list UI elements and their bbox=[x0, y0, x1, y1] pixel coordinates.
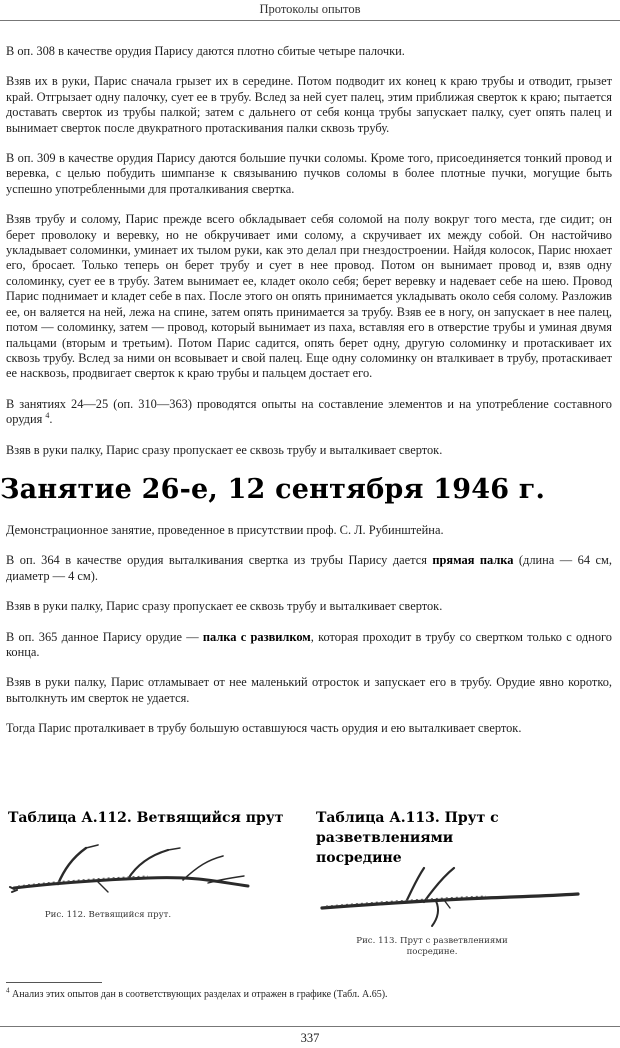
page-body bbox=[0, 44, 612, 751]
paragraph-exp-308: В оп. 308 в качестве орудия Парису даются плотно сбитые четыре палочки. bbox=[6, 44, 405, 58]
footnote-rule bbox=[6, 982, 102, 983]
sessions-text: В занятиях 24—25 (оп. 310—363) проводятся опыты на составление элементов и на употребление составного орудия bbox=[6, 396, 612, 427]
paragraph-exp-309-behavior: Взяв трубу и солому, Парис прежде всего обкладывает себя соломой на полу вокруг того места, где сидит; он берет проволоку и веревку, но не обкручивает ими солому, а скручивает их между собой. Он настойчиво укладывает соломинки, уминает их тылом руки, как это делал при гнездостроении. Найдя колосок, Парис нюхает его, бросает. Только теперь он берет трубу и сует в нее провод. Потом он вынимает провод и, взяв одну соломинку, сует ее в трубу. Затем вынимает ее, кладет около себя; берет веревку и надевает себе на шею. Провод Парис поднимает и кладет себе в пах. После этого он опять принимается укладывать около себя солому. Разложив ее, он валяется на ней, лежа на спине, затем опять принимается за трубу. Взяв ее в ногу, он запускает в нее палец, потом — соломинку, затем — провод, который вынимает из паха, вставляя его в отверстие трубы и уминая двумя пальцами (вторым и третьим). Потом Парис садится, опять берет одну, другую соломинку и протаскивает их сквозь трубу. Вслед за ними он всовывает и свой палец. Еще одну соломинку он вталкивает в трубу, протаскивает ее насквозь, продвигает сверток к краю трубы и пальцем достает его. bbox=[6, 212, 612, 381]
table-a112-title: Таблица А.112. Ветвящийся прут bbox=[8, 810, 284, 826]
paragraph-exp-364 bbox=[6, 553, 612, 584]
footer-rule bbox=[0, 1026, 620, 1027]
paragraph-sessions-24-25 bbox=[6, 397, 612, 428]
exp-365-bold: палка с развилком bbox=[202, 629, 311, 644]
paragraph-exp-365-result: Тогда Парис проталкивает в трубу большую оставшуюся часть орудия и ею выталкивает сверток. bbox=[6, 721, 522, 736]
paragraph-exp-308-behavior: Взяв их в руки, Парис сначала грызет их в середине. Потом подводит их конец к краю трубы и отводит, грызет край. Отгрызает одну палочку, сует ее в трубу. Вслед за ней сует палец, этим приближая сверток к краю; пытается доставать сверток из трубы палкой; затем с дальнего от себя конца трубы запускает палку, сует опять палец и вынимает сверток после двукратного протаскивания палки сквозь трубу. bbox=[6, 74, 612, 135]
table-a113-title-line1: Таблица А.113. Прут с разветвлениями bbox=[316, 810, 499, 846]
exp-364-after: (длина — 64 см, диаметр — 4 см). bbox=[6, 553, 612, 583]
lesson-heading: Занятие 26-е, 12 сентября 1946 г. bbox=[0, 473, 546, 505]
header-rule bbox=[0, 20, 620, 21]
sessions-end: . bbox=[49, 412, 53, 427]
table-a113-title-line2: посредине bbox=[316, 850, 402, 866]
footnote-ref[interactable]: 4 bbox=[45, 411, 50, 420]
table-a113-caption-line1: Рис. 113. Прут с разветвлениями bbox=[356, 936, 508, 946]
paragraph-exp-365 bbox=[6, 630, 612, 661]
exp-365-after: , которая проходит в трубу со свертком только с одного конца. bbox=[6, 629, 612, 659]
paragraph-exp-364-behavior: Взяв в руки палку, Парис сразу пропускает ее сквозь трубу и выталкивает сверток. bbox=[6, 599, 443, 614]
paragraph-pushes-bundle: Взяв в руки палку, Парис сразу пропускает ее сквозь трубу и выталкивает сверток. bbox=[6, 442, 443, 457]
table-a113-caption-line2: посредине. bbox=[406, 947, 458, 957]
branching-twig-illustration bbox=[8, 840, 268, 910]
twig-with-middle-branches-illustration bbox=[316, 862, 586, 932]
page-number: 337 bbox=[300, 1031, 320, 1045]
table-a112-caption: Рис. 112. Ветвящийся прут. bbox=[44, 910, 172, 920]
footnote-text: Анализ этих опытов дан в соответствующих разделах и отражен в графике (Табл. А.65). bbox=[12, 989, 388, 1000]
exp-364-before: В оп. 364 в качестве орудия выталкивания свертка из трубы Парису дается bbox=[6, 553, 433, 568]
paragraph-demo-session: Демонстрационное занятие, проведенное в присутствии проф. С. Л. Рубинштейна. bbox=[6, 522, 444, 537]
exp-365-before: В оп. 365 данное Парису орудие — bbox=[6, 629, 203, 644]
footnote-mark: 4 bbox=[6, 986, 10, 995]
figure-tables bbox=[8, 808, 614, 968]
running-head: Протоколы опытов bbox=[259, 2, 361, 16]
exp-364-bold: прямая палка bbox=[432, 553, 514, 568]
table-a113 bbox=[316, 808, 616, 957]
footnote bbox=[6, 988, 612, 1001]
table-a112 bbox=[8, 808, 298, 920]
paragraph-exp-309: В оп. 309 в качестве орудия Парису даются большие пучки соломы. Кроме того, присоединяется тонкий провод и веревка, с целью побудить шимпанзе к связыванию пучков соломы в более плотные пучки, могущие быть успешно употребленными для проталкивания свертка. bbox=[6, 151, 612, 196]
paragraph-exp-365-behavior: Взяв в руки палку, Парис отламывает от нее маленький отросток и запускает его в трубу. Орудие явно коротко, вытолкнуть им сверток не удается. bbox=[6, 675, 612, 705]
